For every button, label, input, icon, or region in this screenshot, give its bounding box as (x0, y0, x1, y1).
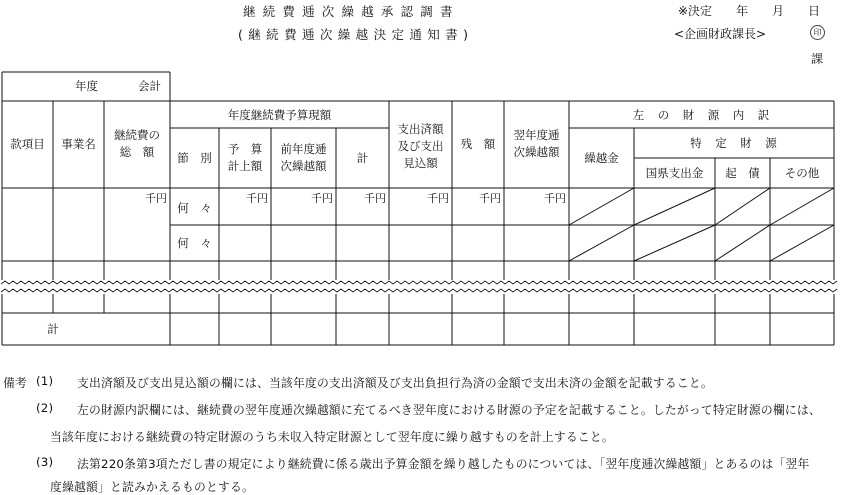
unit-yosan: 千円 (246, 192, 268, 205)
col-shishutsu-3: 見込額 (403, 156, 438, 170)
document-title: 継続費逓次繰越承認調書 (243, 4, 460, 19)
col-setsu: 節 別 (177, 151, 212, 165)
total-label: 計 (47, 322, 59, 336)
document-subtitle: (継続費逓次繰越決定通知書) (238, 27, 474, 42)
col-tokutei-group: 特 定 財 源 (690, 136, 778, 150)
row1-setsu: 何 々 (177, 201, 212, 215)
note-2-num: (2) (36, 401, 54, 415)
col-shishutsu-1: 支出済額 (397, 122, 444, 136)
unit-kei: 千円 (364, 192, 386, 205)
kaikei-label: 会計 (138, 79, 161, 93)
col-kei: 計 (356, 151, 369, 165)
ka-label: 課 (811, 52, 824, 66)
col-kanmoku: 款項目 (10, 137, 45, 151)
note-2-text-a: 左の財源内訳欄には、継続費の翌年度逓次繰越額に充てるべき翌年度における財源の予定を記載すること。したがって特定財源の欄には、 (77, 403, 821, 417)
col-kokken: 国県支出金 (645, 166, 704, 180)
col-zaigen-group: 左 の 財 源 内 訳 (632, 108, 771, 122)
col-yosan-2: 計上額 (227, 159, 263, 173)
row2-setsu: 何 々 (177, 236, 212, 250)
note-3-num: (3) (36, 455, 54, 469)
col-jigyo: 事業名 (61, 137, 96, 151)
unit-keizoku: 千円 (145, 192, 167, 205)
col-sonota: その他 (784, 166, 820, 180)
note-1-text: 支出済額及び支出見込額の欄には、当該年度の支出済額及び支出負担行為済の金額で支出未済の金額を記載すること。 (77, 376, 713, 390)
year-label: 年度 (75, 79, 98, 93)
col-yokunendo-2: 次繰越額 (513, 145, 560, 159)
note-3-text-a: 法第220条第3項ただし書の規定により継続費に係る歳出予算金額を繰り越したものについては、「翌年度逓次繰越額」とあるのは「翌年 (77, 457, 810, 471)
col-zangaku: 残 額 (460, 137, 496, 151)
col-keizoku-2: 総 額 (119, 145, 155, 159)
unit-zangaku: 千円 (479, 192, 501, 205)
note-1-num: (1) (36, 374, 54, 388)
col-yokunendo-1: 翌年度逓 (513, 128, 560, 142)
col-zennendo-1: 前年度逓 (280, 142, 327, 156)
col-kurikoshi: 繰越金 (584, 151, 619, 165)
col-zennendo-2: 次繰越額 (280, 159, 327, 173)
unit-yokunendo: 千円 (544, 192, 566, 205)
col-keizoku-1: 継続費の (114, 128, 160, 142)
section-chief-label: <企画財政課長> (674, 27, 767, 41)
note-2-text-b: 当該年度における継続費の特定財源のうち未収入特定財源として翌年度に繰り越すものを計上すること。 (50, 430, 614, 444)
col-shishutsu-2: 及び支出 (397, 139, 444, 153)
unit-zennendo: 千円 (311, 192, 333, 205)
seal-mark: 印 (810, 25, 825, 40)
bikou-label: 備考 (3, 376, 27, 390)
note-3-text-b: 度繰越額」と読みかえるものとする。 (50, 480, 254, 494)
col-yosan-1: 予 算 (227, 142, 263, 156)
col-kisai: 起 債 (725, 166, 760, 180)
col-genkaku-group: 年度継続費予算現額 (227, 108, 332, 122)
decision-date-label: ※決定 年 月 日 (678, 4, 821, 18)
unit-shishutsu: 千円 (427, 192, 449, 205)
